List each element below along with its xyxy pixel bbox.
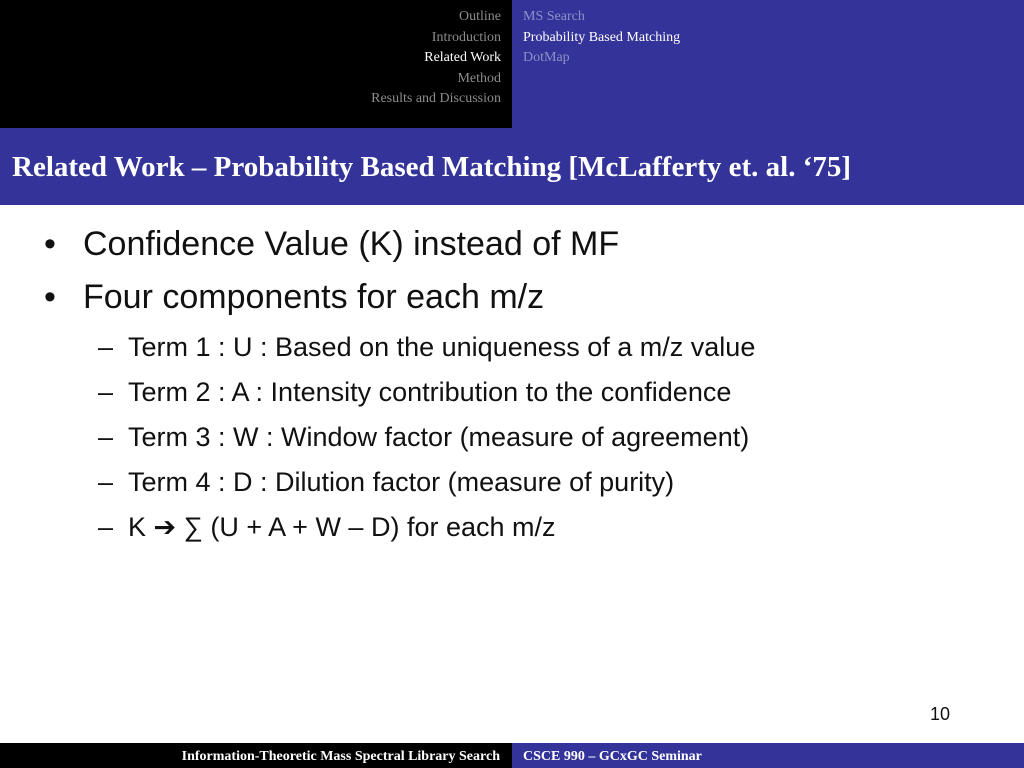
sub-bullet-text: Term 3 : W : Window factor (measure of agreement): [128, 422, 750, 452]
bullet-item: [0, 218, 1024, 271]
formula-k: K: [128, 512, 154, 542]
bullet-dot-icon: •: [44, 278, 56, 316]
nav-subsection-probability-based-matching[interactable]: Probability Based Matching: [523, 29, 681, 45]
nav-section-related-work[interactable]: Related Work: [424, 50, 501, 66]
nav-section-introduction[interactable]: Introduction: [431, 29, 501, 45]
bullet-item: [0, 271, 1024, 324]
slide-title: Related Work – Probability Based Matching [McLafferty et. al. ‘75]: [12, 151, 852, 183]
dash-icon: –: [98, 332, 114, 362]
section-list: [371, 7, 501, 110]
sub-bullet-text-formula: [128, 512, 556, 542]
formula-rest: ∑ (U + A + W – D) for each m/z: [176, 512, 556, 542]
nav-subsection-dotmap[interactable]: DotMap: [523, 50, 570, 66]
slide-body: [0, 218, 1024, 550]
dash-icon: –: [98, 422, 114, 452]
sub-bullet-item: [0, 370, 1024, 415]
bullet-list: [0, 218, 1024, 324]
sub-bullet-item: [0, 325, 1024, 370]
nav-subsections-panel: [512, 0, 1024, 128]
footer-left-panel: [0, 743, 512, 768]
bullet-text: Four components for each m/z: [83, 278, 545, 316]
sub-bullet-text: Term 1 : U : Based on the uniqueness of a m/z value: [128, 332, 756, 362]
sub-bullet-list: [0, 325, 1024, 550]
dash-icon: –: [98, 512, 114, 542]
subsection-list: [523, 7, 680, 69]
dash-icon: –: [98, 377, 114, 407]
sub-bullet-item: [0, 415, 1024, 460]
bullet-dot-icon: •: [44, 225, 56, 263]
sub-bullet-item: [0, 505, 1024, 550]
right-arrow-icon: ➔: [153, 512, 177, 542]
slide-title-bar: [0, 128, 1024, 205]
sub-bullet-text: Term 2 : A : Intensity contribution to the confidence: [128, 377, 732, 407]
page-number: 10: [930, 704, 951, 724]
nav-subsection-ms-search[interactable]: MS Search: [523, 9, 585, 24]
bullet-text: Confidence Value (K) instead of MF: [83, 225, 620, 263]
sub-bullet-item: [0, 460, 1024, 505]
sub-bullet-text: Term 4 : D : Dilution factor (measure of purity): [128, 467, 675, 497]
footer-right-panel: [512, 743, 1024, 768]
footer-talk-title: Information-Theoretic Mass Spectral Library Search: [181, 749, 500, 764]
nav-section-results-and-discussion[interactable]: Results and Discussion: [371, 91, 501, 107]
nav-section-method[interactable]: Method: [457, 70, 501, 86]
nav-section-outline[interactable]: Outline: [459, 9, 501, 24]
dash-icon: –: [98, 467, 114, 497]
nav-sections-panel: [0, 0, 512, 128]
footer-course-title: CSCE 990 – GCxGC Seminar: [523, 749, 702, 764]
